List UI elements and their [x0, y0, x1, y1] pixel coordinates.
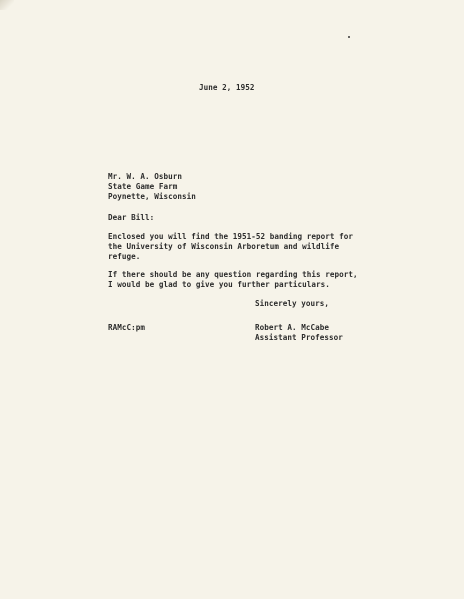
body-paragraph-1-line-2: the University of Wisconsin Arboretum and wildlife [108, 242, 340, 251]
letter-date: June 2, 1952 [199, 83, 255, 92]
complimentary-closing: Sincerely yours, [255, 299, 329, 308]
salutation: Dear Bill: [108, 213, 155, 222]
body-paragraph-1-line-3: refuge. [108, 252, 141, 261]
signature-title: Assistant Professor [255, 333, 343, 342]
paper-speck [348, 36, 350, 38]
signature-name: Robert A. McCabe [255, 323, 329, 332]
recipient-organization: State Game Farm [108, 182, 178, 191]
body-paragraph-2-line-1: If there should be any question regarding this report, [108, 270, 358, 279]
recipient-location: Poynette, Wisconsin [108, 192, 196, 201]
body-paragraph-1-line-1: Enclosed you will find the 1951-52 banding report for [108, 232, 353, 241]
reference-initials: RAMcC:pm [108, 323, 145, 332]
paper-corner-shadow [0, 0, 14, 10]
recipient-name: Mr. W. A. Osburn [108, 172, 182, 181]
body-paragraph-2-line-2: I would be glad to give you further particulars. [108, 280, 330, 289]
